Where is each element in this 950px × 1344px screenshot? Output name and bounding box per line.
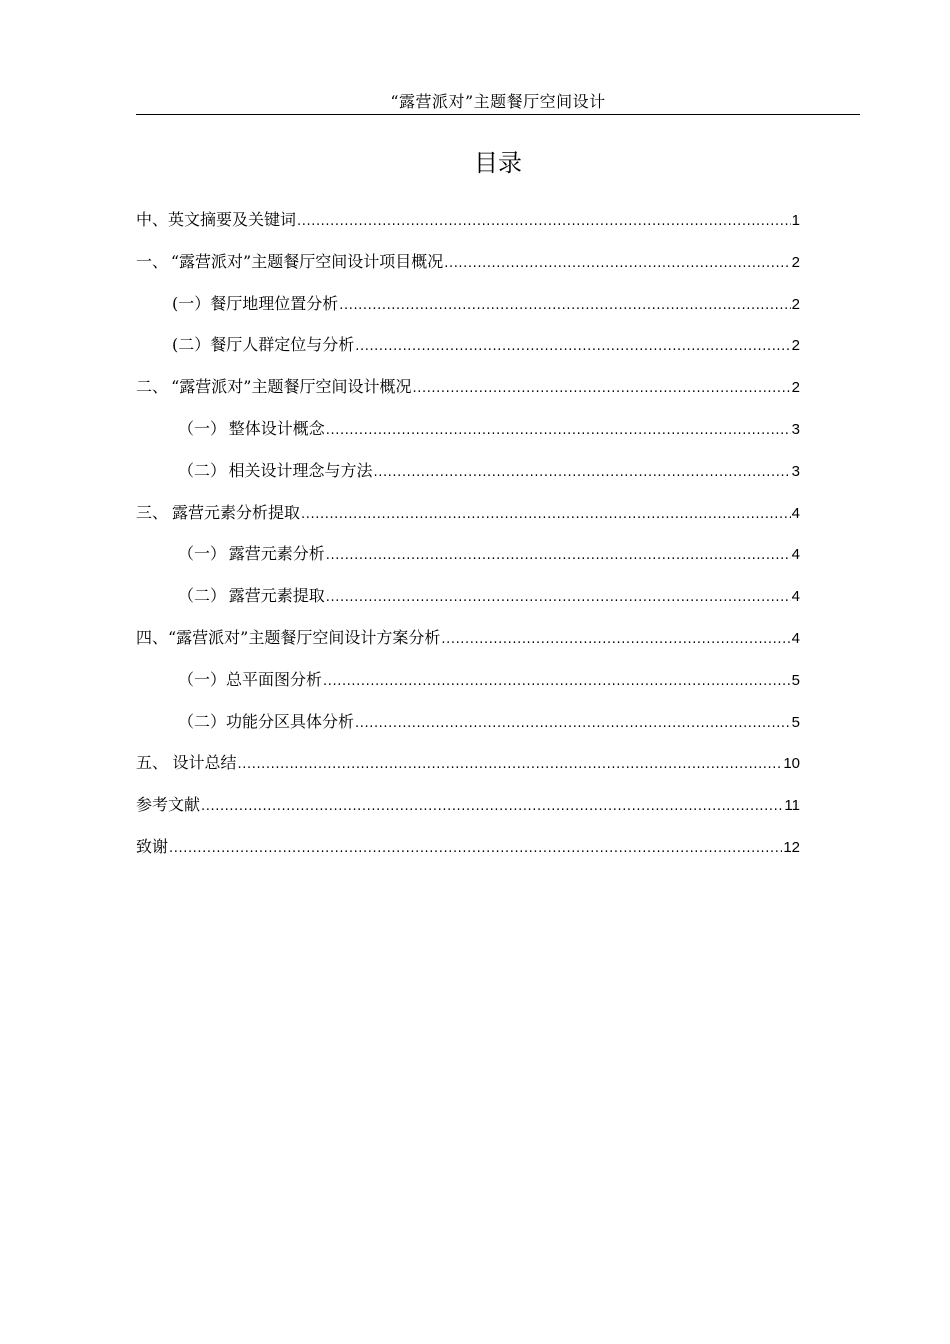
toc-entry-section-4-2[interactable] bbox=[136, 709, 800, 751]
toc-entry-number: 二、 bbox=[136, 377, 169, 397]
toc-entry-text: 设计总结 bbox=[172, 753, 237, 773]
toc-entry-acknowledgements[interactable] bbox=[136, 834, 800, 876]
toc-page-number: 5 bbox=[791, 713, 800, 731]
toc-entry-section-2-2[interactable] bbox=[136, 458, 800, 500]
toc-page-number: 4 bbox=[791, 588, 800, 606]
toc-entry-section-4-1[interactable] bbox=[136, 667, 800, 709]
dot-leader bbox=[297, 209, 791, 235]
toc-page-number: 4 bbox=[791, 504, 800, 522]
toc-page-number: 4 bbox=[791, 629, 800, 647]
toc-page-number: 11 bbox=[784, 797, 800, 815]
table-of-contents bbox=[136, 207, 800, 876]
running-header: “露营派对”主题餐厅空间设计 bbox=[390, 92, 606, 111]
toc-page-number: 3 bbox=[791, 462, 800, 480]
toc-entry-text: 露营元素提取 bbox=[228, 586, 325, 606]
dot-leader bbox=[355, 711, 791, 737]
toc-entry-text: （二）功能分区具体分析 bbox=[178, 711, 355, 731]
toc-entry-text: 露营元素分析 bbox=[228, 544, 325, 564]
toc-entry-number: （一） bbox=[178, 544, 227, 564]
dot-leader bbox=[355, 334, 790, 360]
toc-entry-number: （一） bbox=[178, 418, 227, 438]
toc-entry-number: 一、 bbox=[136, 251, 169, 271]
dot-leader bbox=[326, 418, 791, 444]
dot-leader bbox=[444, 251, 790, 277]
toc-page-number: 2 bbox=[791, 253, 800, 271]
toc-entry-text: (二）餐厅人群定位与分析 bbox=[172, 335, 355, 355]
dot-leader bbox=[323, 669, 791, 695]
toc-entry-number: 三、 bbox=[136, 502, 169, 522]
toc-page-number: 2 bbox=[791, 295, 800, 313]
toc-entry-text: 四、“露营派对”主题餐厅空间设计方案分析 bbox=[136, 627, 441, 647]
toc-entry-text: 参考文献 bbox=[136, 795, 201, 815]
toc-entry-chapter-4[interactable] bbox=[136, 625, 800, 667]
toc-entry-chapter-5[interactable] bbox=[136, 750, 800, 792]
dot-leader bbox=[201, 794, 783, 820]
toc-entry-section-3-2[interactable] bbox=[136, 583, 800, 625]
toc-entry-section-3-1[interactable] bbox=[136, 541, 800, 583]
toc-entry-text: 致谢 bbox=[136, 836, 169, 856]
toc-entry-text: （一）总平面图分析 bbox=[178, 669, 323, 689]
toc-entry-text: “露营派对”主题餐厅空间设计概况 bbox=[171, 377, 412, 397]
toc-entry-references[interactable] bbox=[136, 792, 800, 834]
toc-entry-number: 五、 bbox=[136, 753, 169, 773]
dot-leader bbox=[326, 543, 791, 569]
toc-entry-section-1-2[interactable] bbox=[136, 332, 800, 374]
toc-title: 目录 bbox=[474, 149, 522, 177]
toc-entry-chapter-1[interactable] bbox=[136, 249, 800, 291]
dot-leader bbox=[413, 376, 791, 402]
dot-leader bbox=[339, 293, 790, 319]
toc-page-number: 5 bbox=[791, 671, 800, 689]
toc-page-number: 3 bbox=[791, 420, 800, 438]
toc-entry-text: 中、英文摘要及关键词 bbox=[136, 210, 297, 229]
toc-entry-number: （二） bbox=[178, 460, 227, 480]
toc-entry-section-2-1[interactable] bbox=[136, 416, 800, 458]
toc-page-number: 4 bbox=[791, 546, 800, 564]
toc-entry-chapter-2[interactable] bbox=[136, 374, 800, 416]
toc-page-number: 10 bbox=[783, 755, 800, 773]
toc-page-number: 2 bbox=[791, 379, 800, 397]
toc-entry-section-1-1[interactable] bbox=[136, 291, 800, 333]
toc-entry-text: 露营元素分析提取 bbox=[172, 502, 301, 522]
toc-entry-number: （二） bbox=[178, 586, 227, 606]
toc-entry-text: “露营派对”主题餐厅空间设计项目概况 bbox=[170, 251, 444, 271]
dot-leader bbox=[441, 627, 790, 653]
toc-page-number: 1 bbox=[791, 212, 800, 229]
toc-entry-text: (一）餐厅地理位置分析 bbox=[172, 293, 339, 313]
toc-entry-chapter-3[interactable] bbox=[136, 500, 800, 542]
toc-entry-abstract[interactable] bbox=[136, 207, 800, 249]
toc-entry-text: 整体设计概念 bbox=[228, 418, 325, 438]
toc-page-number: 12 bbox=[783, 838, 800, 856]
dot-leader bbox=[373, 460, 790, 486]
dot-leader bbox=[326, 585, 791, 611]
dot-leader bbox=[169, 836, 782, 862]
toc-entry-text: 相关设计理念与方法 bbox=[228, 460, 373, 480]
dot-leader bbox=[301, 502, 791, 528]
toc-page-number: 2 bbox=[791, 337, 800, 355]
dot-leader bbox=[238, 752, 783, 778]
header-rule bbox=[136, 114, 860, 115]
